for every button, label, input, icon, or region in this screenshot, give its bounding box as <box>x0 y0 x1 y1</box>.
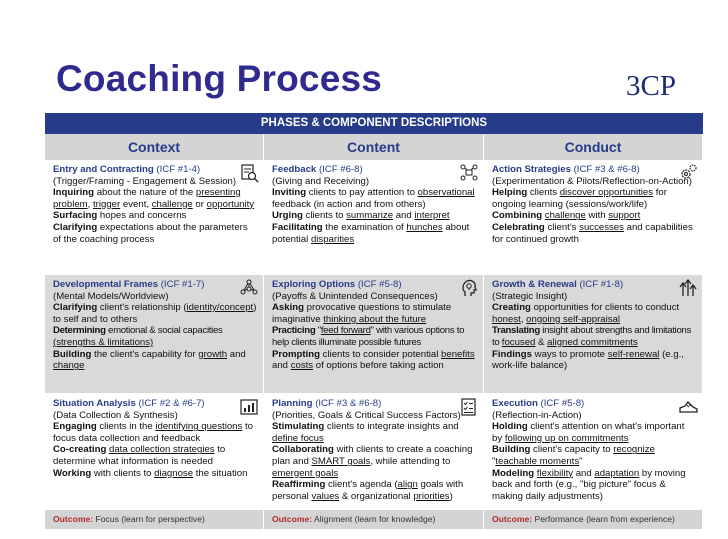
key-term: values <box>311 490 340 502</box>
key-term: flexibility <box>536 467 574 479</box>
description-text: hopes and concerns <box>97 210 187 222</box>
page-title: Coaching Process <box>56 58 383 99</box>
component-title <box>492 398 696 410</box>
description-text: the examination of <box>322 221 407 233</box>
component-description <box>53 421 257 444</box>
description-text: event, <box>120 198 152 210</box>
description-text: " <box>315 325 321 337</box>
component-name: Entry and Contracting <box>53 164 154 175</box>
key-term: summarize <box>346 210 394 222</box>
component-description <box>272 421 477 444</box>
action-verb: Reaffirming <box>272 479 326 491</box>
outcome-text: Alignment (learn for knowledge) <box>314 514 436 524</box>
key-term: SMART goals <box>311 455 371 467</box>
description-text: ) <box>449 490 453 502</box>
outcomes-row <box>45 510 703 529</box>
outcome-text: Performance (learn from experience) <box>534 514 675 524</box>
outcome-label: Outcome: <box>53 514 94 524</box>
description-text: client's <box>544 221 580 233</box>
key-term: hunches <box>406 221 443 233</box>
component-description <box>53 187 257 210</box>
component-description <box>272 222 477 245</box>
description-text: & organizational <box>339 490 414 502</box>
description-text: provocative questions to stimulate imaginative <box>272 302 452 325</box>
component-title <box>53 279 257 291</box>
outcome-content <box>264 510 484 529</box>
action-verb: Clarifying <box>53 221 98 233</box>
action-verb: Practicing <box>272 325 316 337</box>
component-description <box>53 468 257 480</box>
column-header-conduct: Conduct <box>484 134 703 160</box>
description-text: client's capacity to <box>530 444 614 456</box>
action-verb: Celebrating <box>492 221 545 233</box>
action-verb: Stimulating <box>272 421 325 433</box>
description-text: clients to <box>302 210 347 222</box>
component-subtitle: (Priorities, Goals & Critical Success Factors) <box>272 409 461 421</box>
column-header-content: Content <box>264 134 484 160</box>
description-text: emotional & social capacities <box>105 325 223 337</box>
action-verb: Collaborating <box>272 444 334 456</box>
outcome-label: Outcome: <box>492 514 533 524</box>
description-text: insight about strengths and limitations to <box>492 325 692 348</box>
key-term: diagnose <box>154 467 194 479</box>
description-text: goals with personal <box>272 479 464 502</box>
description-text: and <box>573 467 595 479</box>
action-verb: Co-creating <box>53 444 107 456</box>
icf-reference: (ICF #1-4) <box>156 164 201 175</box>
key-term: feed forward <box>320 325 371 337</box>
description-text: , while attending to <box>370 455 451 467</box>
description-text: & <box>535 336 548 348</box>
component-name: Planning <box>272 398 313 409</box>
key-term: successes <box>579 221 624 233</box>
description-text: with clients to create a coaching plan and <box>272 444 473 467</box>
action-verb: Findings <box>492 348 532 360</box>
key-term: thinking about the future <box>323 313 427 325</box>
key-term: disparities <box>310 233 355 245</box>
description-text: ways to promote <box>531 348 608 360</box>
component-description <box>492 349 696 372</box>
key-term: aligned commitments <box>547 336 638 348</box>
component-name: Exploring Options <box>272 279 356 290</box>
action-verb: Engaging <box>53 421 97 433</box>
description-text: (e.g., work-life balance) <box>492 348 684 372</box>
description-text: " <box>492 455 496 467</box>
description-text: , <box>87 198 94 210</box>
action-verb: Surfacing <box>53 210 98 222</box>
component-title <box>272 398 477 410</box>
component-name: Feedback <box>272 164 317 175</box>
description-text: by moving back and forth (e.g., "big picture" focus & making daily adjustments) <box>492 467 686 502</box>
key-term: recognize <box>613 444 655 456</box>
description-text: with <box>585 210 609 222</box>
description-text: the client's capability for <box>91 348 199 360</box>
description-text: with clients to <box>91 467 155 479</box>
action-verb: Asking <box>272 302 304 314</box>
description-text: " with various options to help clients illuminate possible futures <box>272 325 465 348</box>
component-description <box>53 444 257 467</box>
component-description <box>53 302 257 325</box>
component-description <box>53 222 257 245</box>
logo <box>626 70 676 103</box>
component-cell <box>45 394 264 510</box>
phase-header: PHASES & COMPONENT DESCRIPTIONS <box>45 113 703 134</box>
people-exchange-icon <box>459 163 479 183</box>
component-description <box>492 444 696 467</box>
description-text: clients to pay attention to <box>306 187 418 199</box>
key-term: discover opportunities <box>559 187 654 199</box>
key-term: identifying questions <box>155 421 243 433</box>
coaching-process-table <box>45 113 703 529</box>
icf-reference: (ICF #2 & #6-7) <box>138 398 205 409</box>
description-text: expectations about the parameters of the coaching process <box>53 221 248 245</box>
component-subtitle: (Data Collection & Synthesis) <box>53 409 178 421</box>
description-text: for ongoing learning (sessions/work/life) <box>492 187 667 210</box>
description-text: and capabilities for continued growth <box>492 221 693 245</box>
component-cell <box>45 160 264 275</box>
description-text: and <box>227 348 246 360</box>
component-description <box>272 302 477 325</box>
component-title <box>492 279 696 291</box>
component-cell <box>264 160 484 275</box>
description-text: client's agenda ( <box>325 479 398 491</box>
action-verb: Prompting <box>272 348 320 360</box>
component-name: Growth & Renewal <box>492 279 577 290</box>
icf-reference: (ICF #1-7) <box>160 279 205 290</box>
component-subtitle: (Trigger/Framing - Engagement & Session) <box>53 175 237 187</box>
outcome-text: Focus (learn for perspective) <box>95 514 205 524</box>
description-text: clients in the <box>96 421 156 433</box>
component-cell <box>484 394 703 510</box>
component-name: Action Strategies <box>492 164 571 175</box>
key-term: following up on commitments <box>504 432 629 444</box>
key-term: teachable moments <box>495 455 580 467</box>
component-description <box>53 349 257 372</box>
action-verb: Facilitating <box>272 221 323 233</box>
key-term: data collection strategies <box>108 444 215 456</box>
component-title <box>53 164 257 176</box>
description-text: clients to consider potential <box>319 348 442 360</box>
component-description <box>492 468 696 503</box>
description-text: clients <box>527 187 560 199</box>
component-name: Developmental Frames <box>53 279 159 290</box>
component-cell <box>45 275 264 394</box>
key-term: interpret <box>414 210 450 222</box>
key-term: honest <box>492 313 521 325</box>
action-verb: Combining <box>492 210 543 222</box>
outcome-conduct <box>484 510 703 529</box>
checklist-icon <box>459 397 479 417</box>
component-description <box>272 325 477 348</box>
action-verb: Creating <box>492 302 531 314</box>
component-cell <box>484 160 703 275</box>
component-description <box>492 210 696 222</box>
action-verb: Determining <box>53 325 106 337</box>
component-grid <box>45 160 703 510</box>
component-description <box>272 210 477 222</box>
component-subtitle: (Giving and Receiving) <box>272 175 370 187</box>
description-text: about the nature of the <box>94 187 196 199</box>
outcome-context <box>45 510 264 529</box>
component-subtitle: (Reflection-in-Action) <box>492 409 582 421</box>
description-text: ) to self and to others <box>53 302 257 325</box>
component-title <box>492 164 696 176</box>
component-description <box>492 302 696 325</box>
description-text: clients to integrate insights and <box>324 421 459 433</box>
component-title <box>272 164 477 176</box>
component-description <box>492 187 696 210</box>
key-term: costs <box>290 360 314 372</box>
growth-arrows-icon <box>678 278 698 298</box>
document-search-icon <box>239 163 259 183</box>
action-verb: Urging <box>272 210 303 222</box>
action-verb: Building <box>492 444 531 456</box>
action-verb: Inviting <box>272 187 307 199</box>
key-term: (strengths & limitations) <box>53 336 154 348</box>
action-verb: Holding <box>492 421 528 433</box>
action-verb: Clarifying <box>53 302 98 314</box>
chart-analysis-icon <box>239 397 259 417</box>
action-verb: Inquiring <box>53 187 95 199</box>
component-title <box>53 398 257 410</box>
component-subtitle: (Payoffs & Unintended Consequences) <box>272 290 438 302</box>
action-verb: Translating <box>492 325 540 337</box>
component-description <box>492 222 696 245</box>
component-subtitle: (Strategic Insight) <box>492 290 568 302</box>
description-text: or <box>192 198 207 210</box>
component-cell <box>484 275 703 394</box>
key-term: opportunity <box>206 198 255 210</box>
component-description <box>492 421 696 444</box>
icf-reference: (ICF #5-8) <box>357 279 402 290</box>
key-term: change <box>53 360 85 372</box>
icf-reference: (ICF #1-8) <box>579 279 624 290</box>
key-term: self-renewal <box>607 348 660 360</box>
column-header-context: Context <box>45 134 264 160</box>
key-term: emergent goals <box>272 467 339 479</box>
key-term: adaptation <box>594 467 640 479</box>
description-text: of options before taking action <box>313 360 444 372</box>
key-term: presenting problem <box>53 187 241 210</box>
description-text: about potential <box>272 221 470 245</box>
key-term: align <box>397 479 418 491</box>
key-term: challenge <box>544 210 586 222</box>
head-idea-icon <box>459 278 479 298</box>
gears-icon <box>678 163 698 183</box>
key-term: priorities <box>413 490 450 502</box>
running-shoe-icon <box>678 397 698 417</box>
key-term: benefits <box>441 348 475 360</box>
description-text: and <box>393 210 415 222</box>
description-text: opportunities for clients to conduct <box>530 302 680 314</box>
component-description <box>53 325 257 348</box>
icf-reference: (ICF #6-8) <box>318 164 363 175</box>
description-text: to focus data collection and feedback <box>53 421 253 444</box>
description-text: feedback (in action and from others) <box>272 198 426 210</box>
key-term: ongoing self-appraisal <box>526 313 621 325</box>
action-verb: Working <box>53 467 92 479</box>
description-text: and <box>272 360 291 372</box>
action-verb: Building <box>53 348 92 360</box>
component-name: Execution <box>492 398 538 409</box>
description-text: client's relationship ( <box>97 302 187 314</box>
icf-reference: (ICF #5-8) <box>540 398 585 409</box>
key-term: focused <box>501 336 536 348</box>
component-cell <box>264 394 484 510</box>
component-cell <box>264 275 484 394</box>
component-name: Situation Analysis <box>53 398 136 409</box>
key-term: identity/concept <box>186 302 254 314</box>
description-text: client's attention on what's important by <box>492 421 685 444</box>
key-term: define focus <box>272 432 324 444</box>
logo-text: 3CP <box>626 70 676 102</box>
description-text: the situation <box>193 467 248 479</box>
key-term: support <box>608 210 641 222</box>
component-description <box>492 325 696 348</box>
action-verb: Helping <box>492 187 528 199</box>
outcome-label: Outcome: <box>272 514 313 524</box>
key-term: challenge <box>151 198 193 210</box>
description-text: " <box>579 455 583 467</box>
key-term: growth <box>198 348 228 360</box>
key-term: observational <box>417 187 475 199</box>
component-description <box>272 187 477 210</box>
component-subtitle: (Experimentation & Pilots/Reflection-on-Action) <box>492 175 692 187</box>
network-icon <box>239 278 259 298</box>
component-description <box>272 479 477 502</box>
component-description <box>272 444 477 479</box>
component-description <box>53 210 257 222</box>
icf-reference: (ICF #3 & #6-8) <box>573 164 640 175</box>
icf-reference: (ICF #3 & #6-8) <box>315 398 382 409</box>
key-term: trigger <box>93 198 121 210</box>
column-headers <box>45 134 703 160</box>
action-verb: Modeling <box>492 467 535 479</box>
component-subtitle: (Mental Models/Worldview) <box>53 290 169 302</box>
component-description <box>272 349 477 372</box>
description-text: , <box>520 313 527 325</box>
description-text: to determine what information is needed <box>53 444 226 467</box>
component-title <box>272 279 477 291</box>
